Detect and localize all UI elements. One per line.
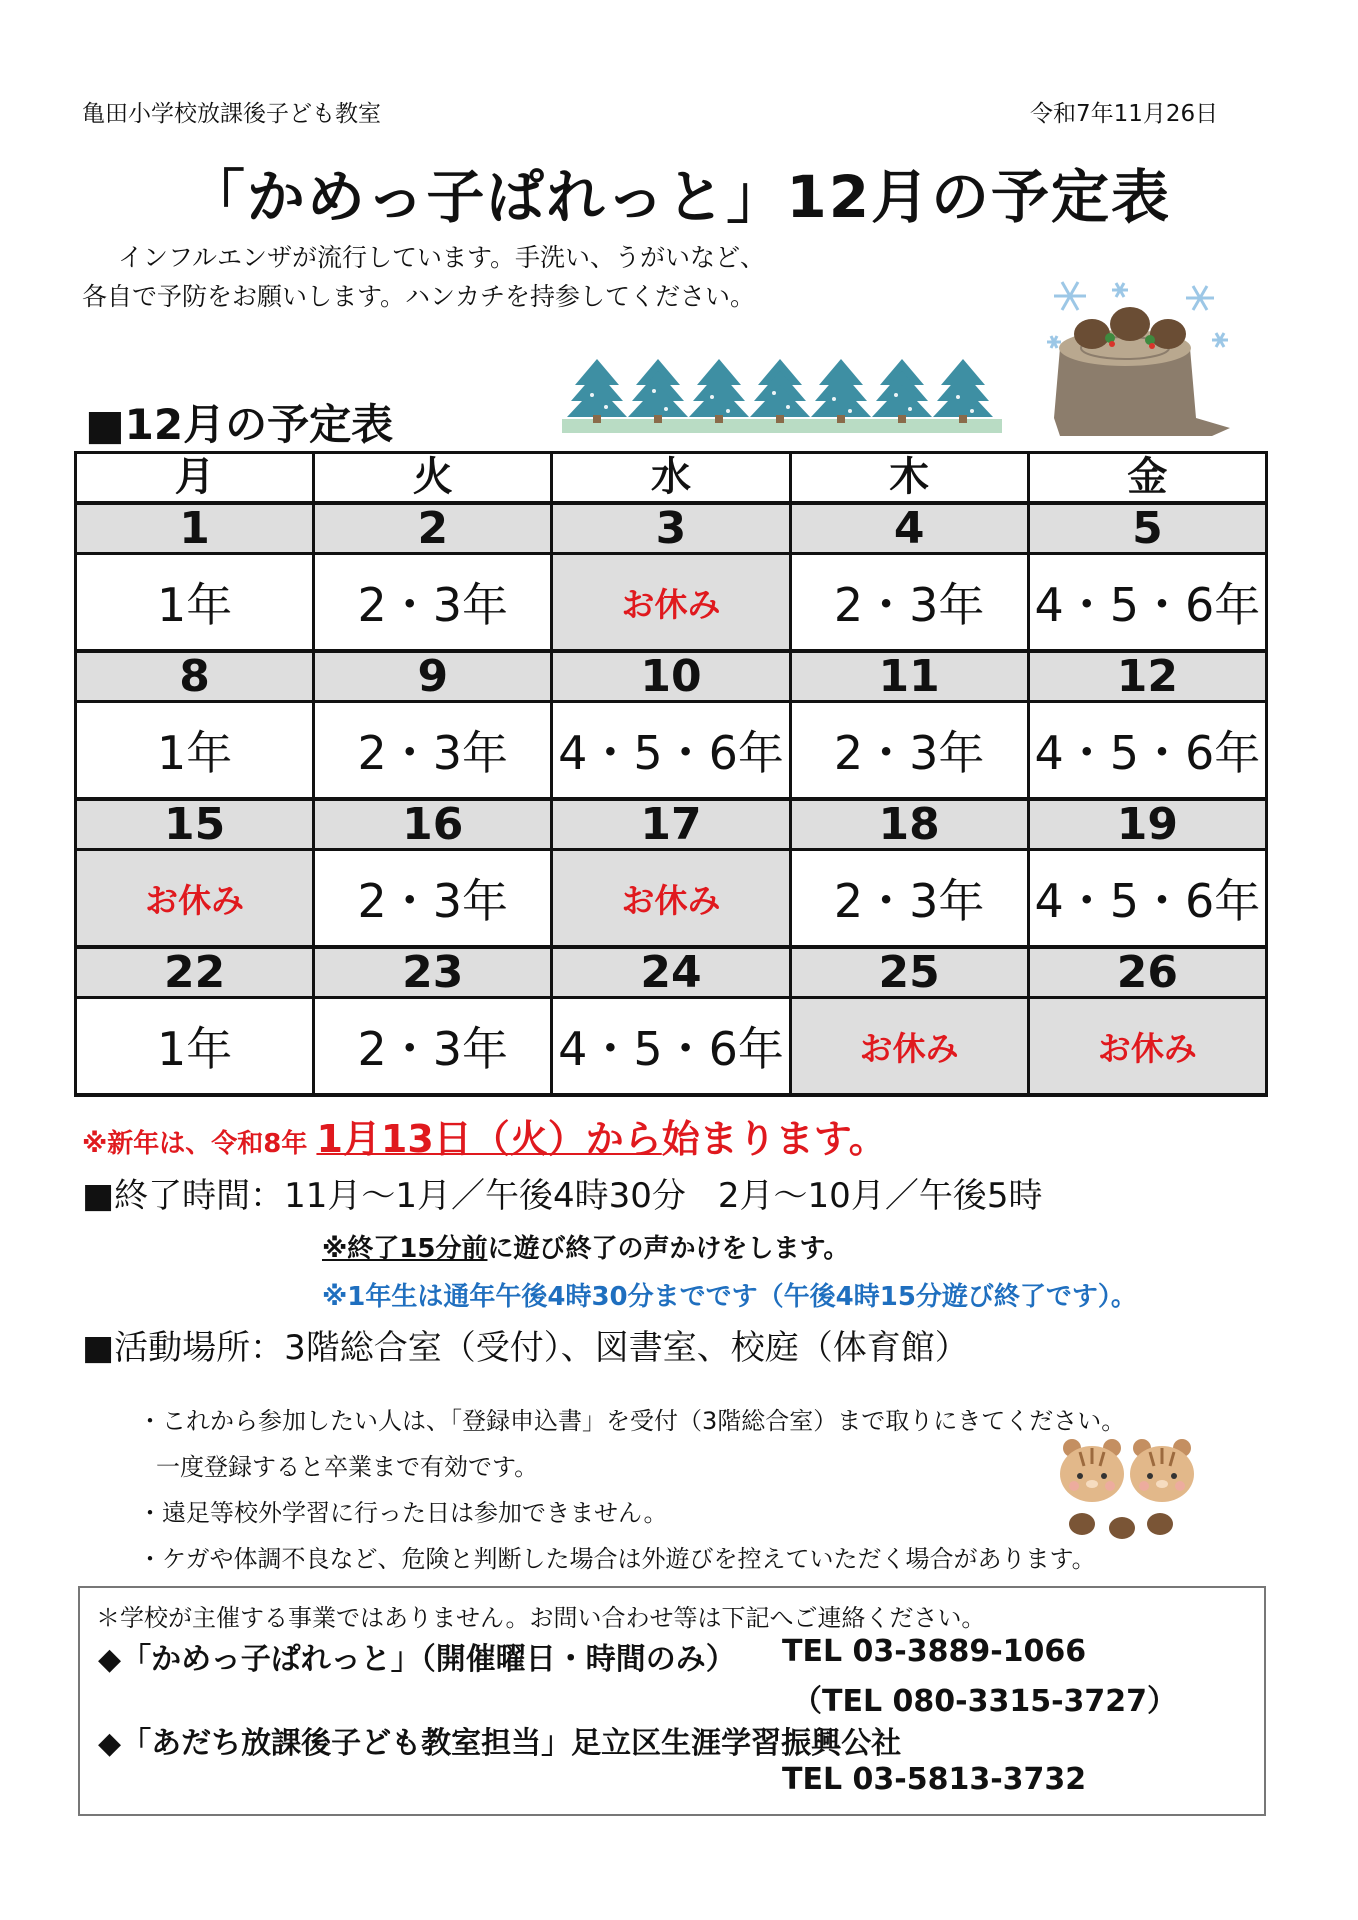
date-cell: 4 [790,503,1028,554]
date-cell: 8 [76,651,314,702]
grade-cell: 4・5・6年 [552,998,790,1096]
grade-cell: 2・3年 [314,554,552,652]
end-call-note-underlined: ※終了15分前 [322,1234,488,1264]
end-time-row [82,1168,1042,1217]
date-row [76,799,1267,850]
weekday-thu: 木 [790,453,1028,504]
date-cell: 19 [1028,799,1266,850]
contact-org-2: ◆「あだち放課後子ども教室担当」足立区生涯学習振興公社 [98,1726,902,1761]
date-cell: 3 [552,503,790,554]
new-year-prefix: ※新年は、令和8年 [82,1129,308,1159]
grade-cell: 4・5・6年 [552,702,790,800]
end-call-note-rest: に遊び終了の声かけをします。 [487,1234,850,1264]
grade-cell: 2・3年 [314,702,552,800]
closed-day-cell: お休み [1028,998,1266,1096]
rule-item: 一度登録すると卒業まで有効です。 [156,1453,539,1481]
schedule-row [76,850,1267,948]
page-title: 「かめっ子ぱれっと」12月の予定表 [186,163,1172,231]
schedule-row [76,702,1267,800]
place-label: ■活動場所： [82,1328,285,1368]
notice-line-2: 各自で予防をお願いします。ハンカチを持参してください。 [82,282,756,311]
contact-note: ＊学校が主催する事業ではありません。お問い合わせ等は下記へご連絡ください。 [96,1604,986,1632]
weekday-header-row [76,453,1267,504]
new-year-suffix: 始まります。 [661,1117,887,1161]
date-cell: 18 [790,799,1028,850]
notice-line-1: インフルエンザが流行しています。手洗い、うがいなど、 [118,243,766,272]
date-cell: 12 [1028,651,1266,702]
closed-day-cell: お休み [552,554,790,652]
pine-trees-illustration [562,355,1002,435]
grade-cell: 1年 [76,702,314,800]
date-cell: 24 [552,947,790,998]
end-call-note [322,1228,849,1265]
rule-item: ・遠足等校外学習に行った日は参加できません。 [138,1499,668,1527]
weekday-tue: 火 [314,453,552,504]
activity-place-row [82,1320,969,1369]
organization-name: 亀田小学校放課後子ども教室 [82,101,381,127]
december-schedule-table [74,451,1268,1097]
date-row [76,503,1267,554]
grade-cell: 1年 [76,998,314,1096]
rule-item: ・これから参加したい人は、「登録申込書」を受付（3階総合室）まで取りにきてください。 [138,1407,1126,1435]
schedule-row [76,998,1267,1096]
end-time-period-1: 11月～1月／午後4時30分 [284,1176,686,1216]
date-row [76,651,1267,702]
chipmunks-illustration [1040,1436,1200,1546]
date-cell: 22 [76,947,314,998]
stump-pinecone-illustration [1040,268,1240,438]
date-cell: 11 [790,651,1028,702]
new-year-start-date: 1月13日（火）から [316,1117,662,1161]
date-cell: 1 [76,503,314,554]
contact-org-1: ◆「かめっ子ぱれっと」（開催曜日・時間のみ） [98,1642,736,1677]
closed-day-cell: お休み [790,998,1028,1096]
grade-cell: 4・5・6年 [1028,554,1266,652]
grade-cell: 2・3年 [790,850,1028,948]
place-value: 3階総合室（受付）、図書室、校庭（体育館） [284,1328,969,1368]
date-cell: 26 [1028,947,1266,998]
date-row [76,947,1267,998]
date-cell: 16 [314,799,552,850]
date-cell: 23 [314,947,552,998]
new-year-notice [82,1108,887,1163]
flu-notice [82,238,842,316]
grade-cell: 2・3年 [790,702,1028,800]
contact-tel-1[interactable]: TEL 03-3889-1066 [782,1634,1087,1669]
grade-cell: 2・3年 [314,850,552,948]
first-grade-note: ※1年生は通年午後4時30分までです（午後4時15分遊び終了です）。 [322,1282,1137,1312]
closed-day-cell: お休み [552,850,790,948]
date-cell: 25 [790,947,1028,998]
weekday-fri: 金 [1028,453,1266,504]
end-time-label: ■終了時間： [82,1176,285,1216]
date-cell: 17 [552,799,790,850]
contact-tel-2[interactable]: TEL 03-5813-3732 [782,1762,1087,1797]
date-cell: 10 [552,651,790,702]
end-time-period-2: 2月～10月／午後5時 [717,1176,1043,1216]
grade-cell: 2・3年 [314,998,552,1096]
grade-cell: 4・5・6年 [1028,702,1266,800]
section-title: ■12月の予定表 [85,400,394,449]
date-cell: 15 [76,799,314,850]
grade-cell: 1年 [76,554,314,652]
date-cell: 5 [1028,503,1266,554]
schedule-row [76,554,1267,652]
contact-tel-1-alt[interactable]: （TEL 080-3315-3727） [792,1684,1178,1719]
weekday-wed: 水 [552,453,790,504]
closed-day-cell: お休み [76,850,314,948]
grade-cell: 4・5・6年 [1028,850,1266,948]
rules-list [138,1398,1198,1582]
grade-cell: 2・3年 [790,554,1028,652]
contact-box [78,1586,1266,1816]
rule-item: ・ケガや体調不良など、危険と判断した場合は外遊びを控えていただく場合があります。 [138,1545,1096,1573]
date-cell: 2 [314,503,552,554]
date-cell: 9 [314,651,552,702]
issue-date: 令和7年11月26日 [1030,101,1219,127]
weekday-mon: 月 [76,453,314,504]
